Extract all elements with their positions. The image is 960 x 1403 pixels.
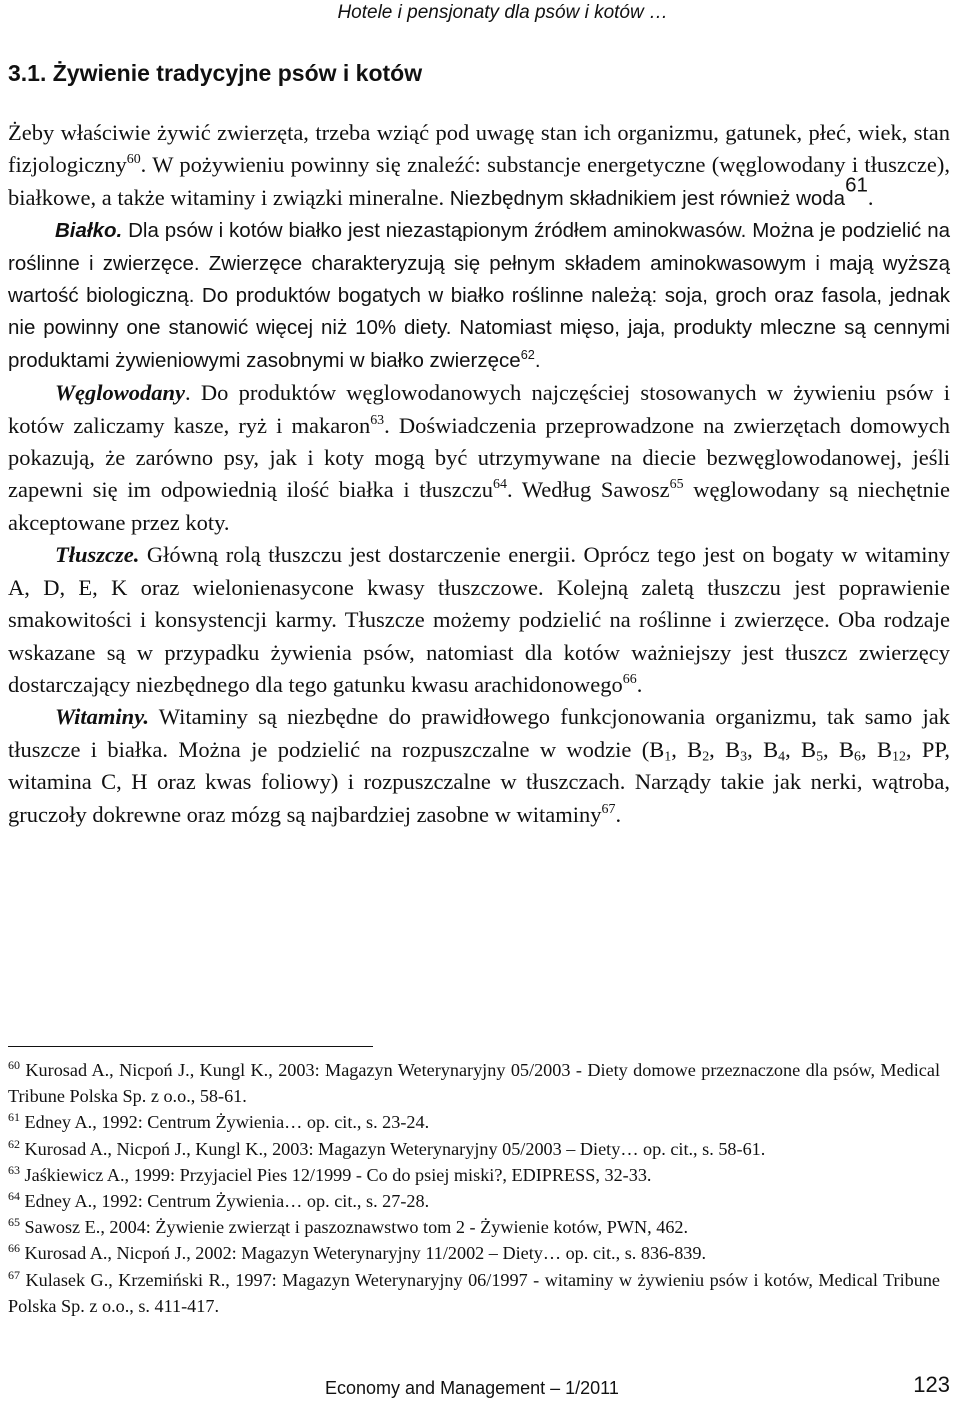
footnote-text: Sawosz E., 2004: Żywienie zwierząt i paszoznawstwo tom 2 - Żywienie kotów, PWN, 462. <box>24 1217 689 1238</box>
footnote <box>8 1188 940 1214</box>
running-header: Hotele i pensjonaty dla psów i kotów … <box>337 2 668 23</box>
vitamins-heading: Witaminy. <box>55 704 149 730</box>
page-number: 123 <box>913 1372 950 1397</box>
paragraph-carbs <box>8 377 950 539</box>
footnote-number: 67 <box>8 1267 20 1282</box>
carbs-text: . Doświadczenia przeprowadzone na zwierzętach domowych pokazują, że zarówno psy, jak i koty mogą być utrzymywane na diecie bezwęglowodanowej, jeśli zapewni się im odpowiednią ilość białka i tłuszczu <box>8 412 950 503</box>
footnote-text: Kulasek G., Krzemiński R., 1997: Magazyn Weterynaryjny 06/1997 - witaminy w żywieniu psów i kotów, Medical Tribune Polska Sp. z o.o., s. 411-417. <box>8 1269 941 1316</box>
footnote-number: 60 <box>8 1057 20 1072</box>
footnote <box>8 1267 940 1319</box>
footnote-text: Edney A., 1992: Centrum Żywienia… op. cit., s. 23-24. <box>24 1112 430 1133</box>
footnote <box>8 1109 940 1135</box>
vitamins-text: , B <box>747 736 779 762</box>
footnote-number: 66 <box>8 1241 20 1256</box>
footnote-ref[interactable]: 66 <box>622 671 637 687</box>
footnote-text: Jaśkiewicz A., 1999: Przyjaciel Pies 12/1999 - Co do psiej miski?, EDIPRESS, 32-33. <box>24 1164 652 1185</box>
vitamin-subscript: 3 <box>740 749 748 765</box>
footnote-ref[interactable]: 61 <box>845 173 868 197</box>
footnote-text: Edney A., 1992: Centrum Żywienia… op. cit., s. 27-28. <box>24 1191 430 1212</box>
footnote-number: 65 <box>8 1215 20 1230</box>
protein-text: . <box>534 348 541 372</box>
paragraph-intro <box>8 117 950 215</box>
intro-text: . W pożywieniu powinny się znaleźć: substancje energetyczne (węglowodany i tłuszcze), białkowe, a także witaminy i związki mineralne. <box>8 152 950 210</box>
footnote-ref[interactable]: 67 <box>601 801 616 817</box>
footnote-number: 64 <box>8 1188 20 1203</box>
vitamin-subscript: 1 <box>664 749 672 765</box>
footnote <box>8 1162 940 1188</box>
vitamin-subscript: 5 <box>816 749 824 765</box>
section-heading: 3.1. Żywienie tradycyjne psów i kotów <box>8 60 423 86</box>
footnote-number: 61 <box>8 1110 20 1125</box>
vitamins-text: , B <box>823 736 855 762</box>
footnote-ref[interactable]: 63 <box>370 412 385 428</box>
vitamins-text: , B <box>860 736 892 762</box>
footnote-ref[interactable]: 65 <box>669 477 684 493</box>
vitamins-text: Witaminy są niezbędne do prawidłowego funkcjonowania organizmu, tak samo jak tłuszcze i białka. Można je podzielić na rozpuszczalne w wodzie (B <box>8 704 950 762</box>
footnote <box>8 1136 940 1162</box>
footnote-ref[interactable]: 62 <box>520 346 535 362</box>
fats-text: . <box>636 671 643 697</box>
footnote <box>8 1214 940 1240</box>
footnote-ref[interactable]: 60 <box>126 152 141 168</box>
vitamins-text: . <box>615 801 622 827</box>
vitamin-subscript: 2 <box>702 749 710 765</box>
fats-text: Główną rolą tłuszczu jest dostarczenie energii. Oprócz tego jest on bogaty w witaminy A, D, E, K oraz wielonienasycone kwasy tłuszczowe. Kolejną zaletą tłuszczu jest poprawienie smakowitości i konsystencji karmy. Tłuszcze możemy podzielić na roślinne i zwierzęce. Oba rodzaje wskazane są w przypadku żywienia psów, natomiast dla kotów ważniejszy jest tłuszcz zwierzęcy dostarczający niezbędnego dla tego gatunku kwasu arachidonowego <box>8 542 950 697</box>
footnote-number: 62 <box>8 1136 20 1151</box>
intro-text: Żeby właściwie żywić zwierzęta, trzeba wziąć pod uwagę stan ich organizmu, gatunek, płeć, wiek, stan fizjologiczny <box>8 120 950 178</box>
vitamins-text: , PP, witamina C, H oraz kwas foliowy) i rozpuszczalne w tłuszczach. Narządy takie jak nerki, wątroba, gruczoły dokrewne oraz mózg są najbardziej zasobne w witaminy <box>8 736 951 827</box>
protein-text: Dla psów i kotów białko jest niezastąpionym źródłem aminokwasów. Można je podzielić na roślinne i zwierzęce. Zwierzęce charakteryzują się pełnym składem aminokwasowym i mają wyższą wartość biologiczną. Do produktów bogatych w białko roślinne należą: soja, groch oraz fasola, jednak nie powinny one stanowić więcej niż 10% diety. Natomiast mięso, jaja, produkty mleczne są cennymi produktami żywieniowymi zasobnymi w białko zwierzęce <box>8 219 950 372</box>
vitamin-subscript: 6 <box>854 749 861 765</box>
carbs-text: . Do produktów węglowodanowych najczęściej stosowanych w żywieniu psów i kotów zaliczamy kasze, ryż i makaron <box>8 380 950 438</box>
vitamin-subscript: 12 <box>891 749 906 765</box>
protein-heading: Białko. <box>55 219 123 243</box>
vitamins-text: , B <box>671 736 703 762</box>
paragraph-protein <box>8 215 950 377</box>
footnotes <box>8 1057 940 1319</box>
carbs-text: węglowodany są niechętnie akceptowane przez koty. <box>8 477 951 535</box>
footnote-text: Kurosad A., Nicpoń J., Kungl K., 2003: Magazyn Weterynaryjny 05/2003 - Diety domowe przeznaczone dla psów, Medical Tribune Polska Sp. z o.o., 58-61. <box>8 1060 940 1107</box>
body-text <box>8 117 950 831</box>
footnote-divider <box>8 1046 373 1047</box>
paragraph-vitamins <box>8 701 950 831</box>
footnote-text: Kurosad A., Nicpoń J., 2002: Magazyn Weterynaryjny 11/2002 – Diety… op. cit., s. 836-839. <box>24 1243 707 1264</box>
paragraph-fats <box>8 539 950 701</box>
vitamins-text: , B <box>785 736 817 762</box>
fats-heading: Tłuszcze. <box>55 542 140 568</box>
footnote <box>8 1240 940 1266</box>
footnote <box>8 1057 940 1109</box>
intro-text: . <box>867 184 874 210</box>
carbs-text: . Według Sawosz <box>506 477 670 503</box>
intro-text: Niezbędnym składnikiem jest również woda <box>449 186 846 210</box>
vitamin-subscript: 4 <box>778 749 786 765</box>
footnote-number: 63 <box>8 1162 20 1177</box>
footnote-text: Kurosad A., Nicpoń J., Kungl K., 2003: Magazyn Weterynaryjny 05/2003 – Diety… op. cit., s. 58-61. <box>24 1138 766 1159</box>
carbs-heading: Węglowodany <box>55 380 186 406</box>
footer-journal: Economy and Management – 1/2011 <box>325 1378 619 1398</box>
footnote-ref[interactable]: 64 <box>493 477 507 493</box>
vitamins-text: , B <box>709 736 741 762</box>
